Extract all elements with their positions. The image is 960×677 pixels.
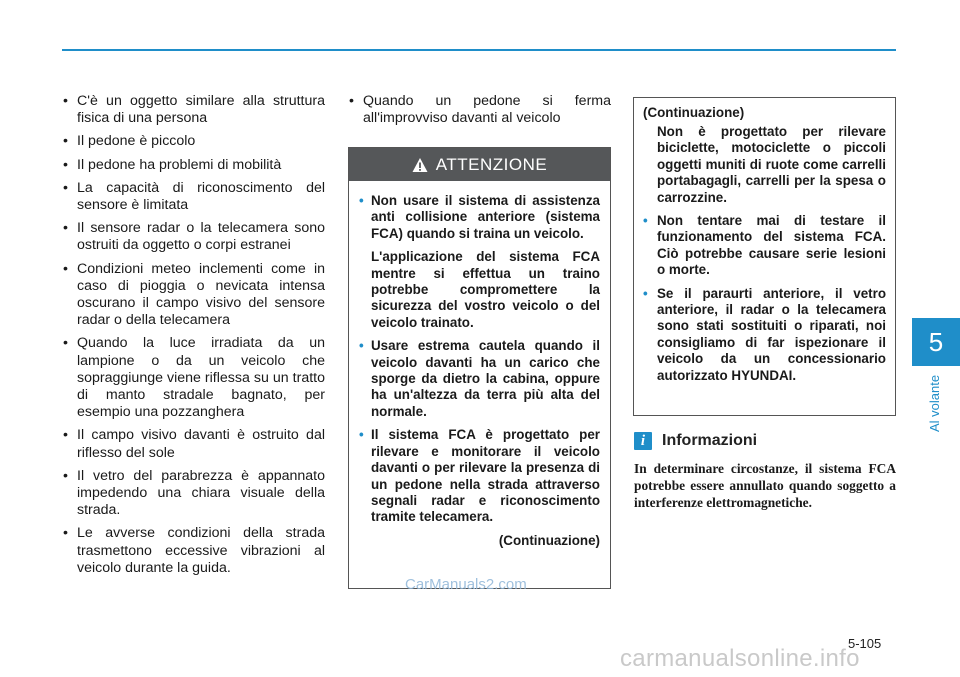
- pedestrian-stop-list: [348, 93, 611, 127]
- continuation-paragraph: • Se il paraurti anteriore, il vetro anteriore, il radar o la telecamera sono stati sostituiti o riparati, noi consigliamo di far ispezionare il veicolo da un concessionario autorizzato HYUNDAI.: [643, 286, 886, 384]
- watermark-carmanuals: CarManuals2.com: [405, 576, 527, 593]
- warning-paragraph: L'applicazione del sistema FCA mentre si effettua un traino potrebbe compromettere la sicurezza del vostro veicolo o del veicolo trainato.: [371, 249, 600, 330]
- conditions-list-column: [62, 93, 325, 583]
- chapter-label: [915, 368, 955, 438]
- chapter-label-text: Al volante: [927, 374, 943, 432]
- list-item: • La capacità di riconoscimento del sensore è limitata: [62, 180, 325, 214]
- warning-box: [348, 147, 611, 589]
- warning-header: [349, 148, 610, 181]
- continuation-header: (Continuazione): [643, 105, 745, 120]
- list-item: • Il sensore radar o la telecamera sono ostruiti da oggetto o corpi estranei: [62, 220, 325, 254]
- info-header: [634, 432, 896, 450]
- top-rule: [62, 49, 896, 51]
- warning-paragraph: • Non usare il sistema di assistenza anti collisione anteriore (sistema FCA) quando si traina un veicolo.: [359, 193, 600, 242]
- list-item: • Il campo visivo davanti è ostruito dal riflesso del sole: [62, 427, 325, 461]
- list-item: • Il pedone ha problemi di mobilità: [62, 157, 325, 174]
- list-item: • Le avverse condizioni della strada trasmettono eccessive vibrazioni al veicolo durante la guida.: [62, 525, 325, 577]
- list-item: • C'è un oggetto similare alla struttura fisica di una persona: [62, 93, 325, 127]
- watermark-site: carmanualsonline.info: [620, 645, 860, 672]
- continued-label: (Continuazione): [498, 532, 600, 548]
- page-number: 5-105: [848, 636, 882, 651]
- list-item: • Quando la luce irradiata da un lampione o da un veicolo che sopraggiunge viene riflessa su un tratto di manto stradale bagnato, per esempio una pozzanghera: [62, 335, 325, 421]
- info-text: In determinare circostanze, il sistema FCA potrebbe essere annullato quando soggetto a interferenze elettromagnetiche.: [634, 461, 896, 510]
- warning-title: ATTENZIONE: [435, 154, 548, 174]
- warning-triangle-icon: [412, 157, 428, 173]
- info-icon: i: [634, 432, 652, 450]
- continuation-box: [633, 97, 896, 416]
- list-item: • Condizioni meteo inclementi come in caso di pioggia o nevicata intensa oscurano il campo visivo del sensore radar o della telecamera: [62, 261, 325, 330]
- list-item: • Il pedone è piccolo: [62, 133, 325, 150]
- info-title: Informazioni: [662, 432, 758, 449]
- chapter-tab: 5: [912, 318, 960, 366]
- list-item: • Quando un pedone si ferma all'improvviso davanti al veicolo: [348, 93, 611, 127]
- warning-paragraph: • Usare estrema cautela quando il veicolo davanti ha un carico che sporge da dietro la cabina, oppure ha un'altezza da terra più alta del normale.: [359, 338, 600, 420]
- conditions-list: [62, 93, 325, 577]
- warning-paragraph: • Il sistema FCA è progettato per rilevare e monitorare il veicolo davanti o per rilevare la presenza di un pedone nella strada attraverso segnali radar e riconoscimento tramite telecamera.: [359, 427, 600, 525]
- info-section: [634, 432, 896, 511]
- warning-body: [349, 181, 610, 549]
- continuation-paragraph: • Non tentare mai di testare il funzionamento del sistema FCA. Ciò potrebbe causare serie lesioni o morte.: [643, 213, 886, 279]
- list-item: • Il vetro del parabrezza è appannato impedendo una chiara visuale della strada.: [62, 468, 325, 520]
- continuation-paragraph: Non è progettato per rilevare biciclette, motociclette o piccoli oggetti muniti di ruote come carrelli portabagagli, carrelli per la spesa o carrozzine.: [657, 124, 886, 205]
